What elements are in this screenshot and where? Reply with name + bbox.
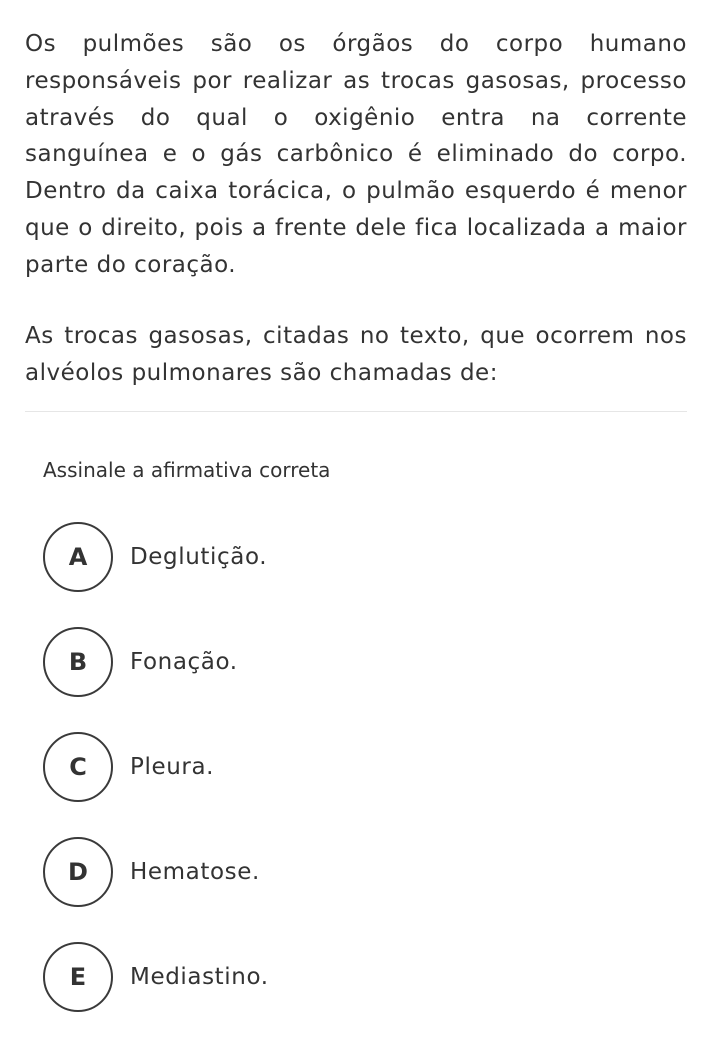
question-text: As trocas gasosas, citadas no texto, que ocorrem nos alvéolos pulmonares são chamadas de: xyxy=(25,323,687,386)
option-label[interactable]: Pleura. xyxy=(130,754,215,780)
option-e[interactable] xyxy=(43,942,683,1012)
option-b[interactable] xyxy=(43,627,683,697)
option-label[interactable]: Fonação. xyxy=(130,649,238,675)
option-letter-badge[interactable]: A xyxy=(43,522,113,592)
instruction-label: Assinale a afirmativa correta xyxy=(43,458,331,482)
option-letter-badge[interactable]: C xyxy=(43,732,113,802)
option-a[interactable] xyxy=(43,522,683,592)
answer-options xyxy=(43,522,683,1047)
option-letter-badge[interactable]: E xyxy=(43,942,113,1012)
option-label[interactable]: Deglutição. xyxy=(130,544,268,570)
option-label[interactable]: Mediastino. xyxy=(130,964,269,990)
option-letter-badge[interactable]: B xyxy=(43,627,113,697)
option-d[interactable] xyxy=(43,837,683,907)
option-letter-badge[interactable]: D xyxy=(43,837,113,907)
divider xyxy=(25,411,687,412)
passage-text: Os pulmões são os órgãos do corpo humano responsáveis por realizar as trocas gasosas, processo através do qual o oxigênio entra na corrente sanguínea e o gás carbônico é eliminado do corpo. Dentro da caixa torácica, o pulmão esquerdo é menor que o direito, pois a frente dele fica localizada a maior parte do coração. xyxy=(25,31,687,278)
option-c[interactable] xyxy=(43,732,683,802)
option-label[interactable]: Hematose. xyxy=(130,859,260,885)
